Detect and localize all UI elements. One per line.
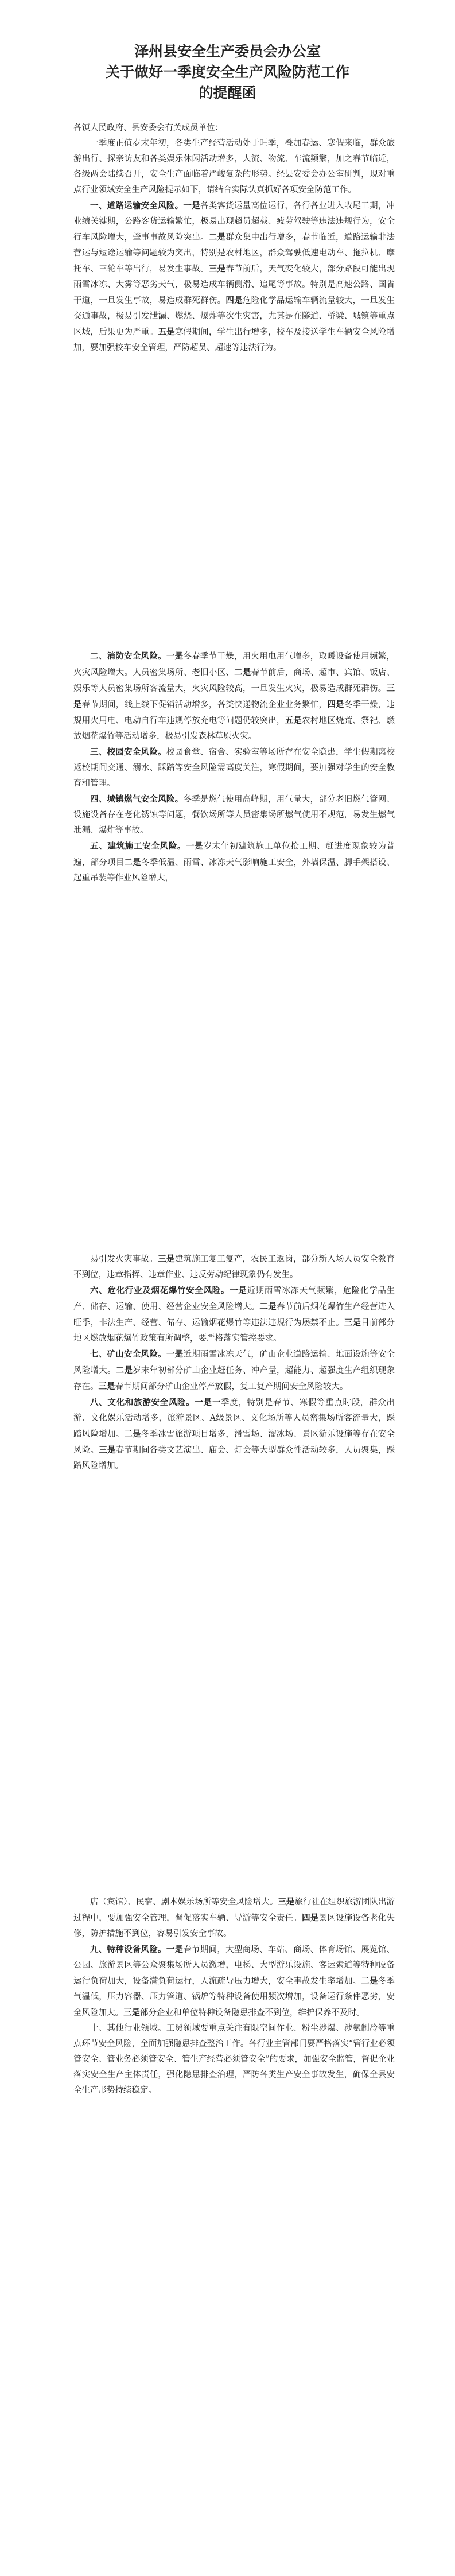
paragraph-text: 春节前后，天气变化较大，部分路段可能出现雨雪冰冻、大雾等恶劣天气，极易造成车辆侧滑、追尾等事故。特别是高速公路、国省干道，一旦发生事故，易造成群死群伤。: [73, 265, 395, 305]
paragraph-text: 冬春季节干燥，用火用电用气增多，取暖设备使用频繁，火灾风险增大。人员密集场所、老旧小区、: [73, 652, 395, 677]
paragraph-text: 十、其他行业领域。工贸领域要重点关注有限空间作业、粉尘涉爆、涉氨制冷等重点环节安全风险，全面加强隐患排查整治工作。各行业主管部门要严格落实“管行业必须管安全、管业务必须管安全、管生产经营必须管安全”的要求，加强安全监管，督促企业落实安全生产主体责任，强化隐患排查治理，严防各类生产安全事故发生，确保全县安全生产形势持续稳定。: [73, 2024, 395, 2095]
emphasis-text: 三是: [73, 684, 395, 709]
section-block: [73, 649, 395, 886]
paragraph-text: 旅行社在组织旅游团队出游过程中，要加强安全管理，督促落实车辆、导游等安全责任。: [73, 1898, 395, 1923]
emphasis-text: 五是: [285, 716, 302, 726]
paragraph-text: 岁末年初部分矿山企业赶任务、冲产量，超能力、超强度生产组织现象存在。: [73, 1366, 395, 1391]
paragraph-text: 冬季气温低，压力容器、压力管道、锅炉等特种设备使用频次增加，设备运行条件恶劣，安全风险加大。: [73, 1977, 395, 2018]
intro-paragraph: 一季度正值岁末年初，各类生产经营活动处于旺季，叠加春运、寒假来临，群众旅游出行、探亲访友和各类娱乐休闲活动增多，人流、物流、车流频繁，加之春节临近，各级两会陆续召开，安全生产面临着严峻复杂的形势。经县安委会办公室研判，现对重点行业领域安全生产风险提示如下，请结合实际认真抓好各项安全防范工作。: [73, 139, 395, 195]
emphasis-text: 三是: [158, 1254, 175, 1264]
paragraph-text: 一季度，特别是春节、寒假等重点时段，群众出游、文化娱乐活动增多，旅游景区、A级景区、文化场所等人员密集场所客流量大，踩踏风险增加。: [73, 1398, 395, 1439]
intro: [73, 136, 395, 198]
emphasis-text: 二是: [259, 1302, 277, 1312]
body-page-3: [73, 1251, 395, 1474]
body-page-1: [73, 121, 395, 356]
emphasis-text: 二是: [115, 1365, 133, 1375]
section-block: [73, 1251, 395, 1474]
emphasis-text: 一、道路运输安全风险。: [90, 201, 184, 211]
emphasis-text: 二、消防安全风险。: [90, 651, 166, 661]
section-block: [73, 1894, 395, 2098]
body-paragraph: [73, 1283, 395, 1347]
emphasis-text: 一是: [166, 651, 184, 661]
paragraph-text: 近期雨雪冰冻天气频繁，危险化学品生产、储存、运输、使用、经营企业安全风险增大。: [73, 1286, 395, 1312]
emphasis-text: 八、文化和旅游安全风险。: [90, 1398, 195, 1407]
emphasis-text: 二是: [234, 668, 251, 677]
document-title: [0, 0, 455, 103]
emphasis-text: 二是: [208, 232, 226, 242]
body-paragraph: [73, 1942, 395, 2021]
paragraph-text: 春节期间，大型商场、车站、商场、体育场馆、展览馆、公园、旅游景区等公众聚集场所人员激增，电梯、大型游乐设施、客运索道等特种设备运行负荷加大，设备满负荷运行，人流疏导压力增大，安全事故发生率增加。: [73, 1945, 395, 1986]
paragraph-text: 冬季冰雪旅游项目增多，滑雪场、溜冰场、景区游乐设施等存在安全风险。: [73, 1430, 395, 1455]
paragraph-text: 部分企业和单位特种设备隐患排查不到位，维护保养不及时。: [140, 2008, 365, 2018]
salutation: 各镇人民政府、县安委会有关成员单位：: [73, 123, 223, 133]
paragraph-text: 春节期间各类文艺演出、庙会、灯会等大型群众性活动较多，人员聚集，踩踏风险增加。: [73, 1446, 395, 1471]
paragraph-text: 春节前后，商场、超市、宾馆、饭店、娱乐等人员密集场所客流量大，火灾风险较高，一旦发生火灾，极易造成群死群伤。: [73, 668, 395, 693]
body-paragraph: [73, 649, 395, 744]
emphasis-text: 五、建筑施工安全风险。: [90, 841, 186, 851]
emphasis-text: 一是: [183, 201, 200, 211]
emphasis-text: 一是: [230, 1286, 247, 1295]
paragraph-text: 冬季干燥，违规用火用电、电动自行车违规停放充电等问题仍较突出，: [73, 700, 395, 726]
emphasis-text: 三是: [344, 1318, 361, 1328]
emphasis-text: 五是: [158, 327, 175, 337]
paragraph-text: 农村地区烧荒、祭祀、燃放烟花爆竹等活动增多，极易引发森林草原火灾。: [73, 716, 395, 741]
emphasis-text: 四、城镇燃气安全风险。: [90, 794, 184, 804]
body-paragraph: [73, 1894, 395, 1942]
body-page-4: [73, 1894, 395, 2098]
emphasis-text: 六、危化行业及烟花爆竹安全风险。: [90, 1286, 230, 1295]
emphasis-text: 三是: [278, 1897, 295, 1907]
emphasis-text: 二是: [124, 1429, 141, 1439]
body-paragraph: [73, 198, 395, 356]
paragraph-text: 各类客货运量高位运行，各行各业进入收尾工期，冲业绩关键期，公路客货运输繁忙，极易出现超员超载、疲劳驾驶等违法违规行为，安全行车风险增大，肇事事故风险突出。: [73, 201, 395, 242]
paragraph-text: 春节期间，线上线下促销活动增多，各类快递物流企业业务繁忙，: [81, 700, 328, 709]
emphasis-text: 三、校园安全风险。: [90, 747, 166, 757]
emphasis-text: 四是: [225, 296, 243, 305]
paragraph-text: 目前部分地区燃放烟花爆竹政策有所调整，要严格落实管控要求。: [73, 1318, 395, 1343]
emphasis-text: 七、矿山安全风险。: [90, 1349, 166, 1359]
body-paragraph: [73, 744, 395, 792]
body-paragraph: [73, 839, 395, 886]
body-page-2: [73, 649, 395, 886]
paragraph-text: 危险化学品运输车辆流量较大，一旦发生交通事故，极易引发泄漏、燃烧、爆炸等次生灾害，尤其是在隧道、桥梁、城镇等重点区域，后果更为严重。: [73, 296, 395, 337]
emphasis-text: 三是: [123, 2008, 140, 2018]
emphasis-text: 四是: [302, 1913, 319, 1923]
section-block: [73, 198, 395, 356]
paragraph-text: 校园食堂、宿舍、实验室等场所存在安全隐患，学生假期离校返校期间交通、溺水、踩踏等安全风险需高度关注，寒假期间，要加强对学生的安全教育和管理。: [73, 748, 395, 788]
emphasis-text: 一是: [186, 841, 204, 851]
paragraph-text: 冬季是燃气使用高峰期，用气量大，部分老旧燃气管网、设施设备存在老化锈蚀等问题，餐饮场所等人员密集场所燃气使用不规范，易发生燃气泄漏、爆炸等事故。: [73, 795, 395, 835]
paragraph-text: 春节期间部分矿山企业停产放假，复工复产期间安全风险较大。: [115, 1382, 348, 1391]
paragraph-text: 寒假期间，学生出行增多，校车及接送学生车辆安全风险增加，要加强校车安全管理，严防超员、超速等违法行为。: [73, 328, 395, 352]
title-line-3: 的提醒函: [199, 84, 256, 101]
body-paragraph: [73, 2021, 395, 2098]
emphasis-text: 二是: [124, 858, 141, 867]
emphasis-text: 一是: [166, 1945, 184, 1954]
paragraph-text: 岁末年初建筑施工单位抢工期、赶进度现象较为普遍，部分项目: [73, 842, 395, 867]
emphasis-text: 四是: [327, 700, 344, 709]
body-paragraph: [73, 792, 395, 839]
paragraph-text: 冬季低温、雨雪、冰冻天气影响施工安全，外墙保温、脚手架搭设、起重吊装等作业风险增大，: [73, 858, 395, 883]
body-paragraph: [73, 1251, 395, 1283]
emphasis-text: 三是: [98, 1382, 115, 1391]
title-line-1: 泽州县安全生产委员会办公室: [134, 43, 321, 60]
paragraph-text: 景区设施设备老化失修，防护措施不到位，容易引发安全事故。: [73, 1914, 395, 1938]
paragraph-text: 建筑施工复工复产，农民工返岗，部分新入场人员安全教育不到位，违章指挥、违章作业、违反劳动纪律现象仍有发生。: [73, 1255, 395, 1279]
paragraph-text: 近期雨雪冰冻天气，矿山企业道路运输、地面设施等安全风险增大。: [73, 1350, 395, 1375]
emphasis-text: 一是: [195, 1398, 212, 1407]
emphasis-text: 九、特种设备风险。: [90, 1945, 166, 1954]
paragraph-text: 易引发火灾事故。: [90, 1255, 158, 1264]
emphasis-text: 三是: [99, 1445, 116, 1455]
title-line-2: 关于做好一季度安全生产风险防范工作: [105, 64, 349, 80]
emphasis-text: 一是: [166, 1349, 184, 1359]
paragraph-text: 店（宾馆）、民宿、剧本娱乐场所等安全风险增大。: [90, 1898, 278, 1907]
emphasis-text: 二是: [361, 1976, 378, 1986]
paragraph-text: 春节前后烟花爆竹生产经营进入旺季，非法生产、经营、储存、运输烟花爆竹等违法违规行为屡禁不止。: [73, 1302, 395, 1328]
emphasis-text: 三是: [208, 264, 226, 274]
paragraph-text: 群众集中出行增多，春节临近，道路运输非法营运与短途运输等问题较为突出，特别是农村地区，群众驾驶低速电动车、拖拉机、摩托车、三轮车等出行，易发生事故。: [73, 233, 395, 274]
body-paragraph: [73, 1347, 395, 1395]
body-paragraph: [73, 1395, 395, 1474]
